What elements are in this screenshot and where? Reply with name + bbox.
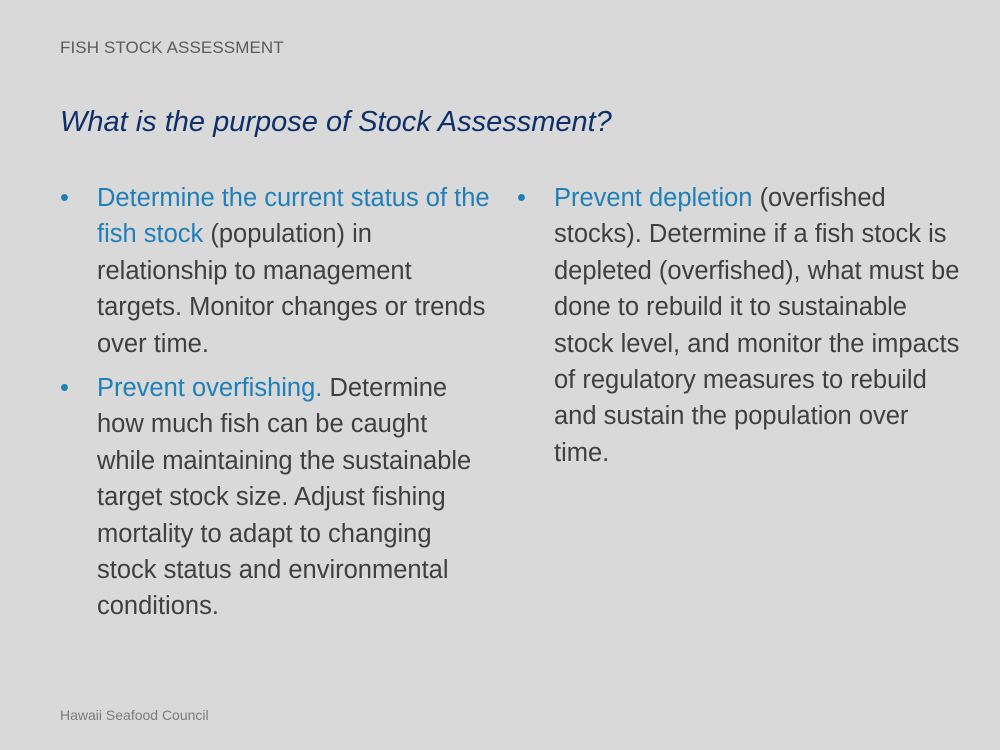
right-column — [517, 180, 967, 479]
bullet-item-current-status — [60, 180, 490, 362]
bullet-icon: • — [60, 374, 69, 403]
bullet-highlight: Determine the current status of the fish stock — [97, 184, 490, 249]
section-label: FISH STOCK ASSESSMENT — [60, 38, 284, 57]
bullet-body: (population) in relationship to management targets. Monitor changes or trends over time. — [97, 220, 486, 358]
left-column — [60, 180, 490, 633]
footer-text: Hawaii Seafood Council — [60, 707, 209, 723]
bullet-item-prevent-overfishing — [60, 370, 490, 625]
bullet-highlight: Prevent depletion — [554, 184, 753, 212]
bullet-body: Determine how much fish can be caught while maintaining the sustainable target stock size. Adjust fishing mortality to adapt to changing stock status and environmental conditions. — [97, 374, 472, 621]
bullet-body: (overfished stocks). Determine if a fish stock is depleted (overfished), what must be done to rebuild it to sustainable stock level, and monitor the impacts of regulatory measures to rebuild and sustain the population over time. — [554, 184, 960, 467]
bullet-highlight: Prevent overfishing. — [97, 374, 323, 403]
bullet-list-left — [60, 180, 490, 625]
bullet-list-right — [517, 180, 967, 471]
bullet-icon: • — [517, 184, 526, 212]
bullet-item-prevent-depletion — [517, 180, 967, 471]
bullet-icon: • — [60, 184, 69, 212]
slide-title: What is the purpose of Stock Assessment? — [60, 106, 612, 138]
